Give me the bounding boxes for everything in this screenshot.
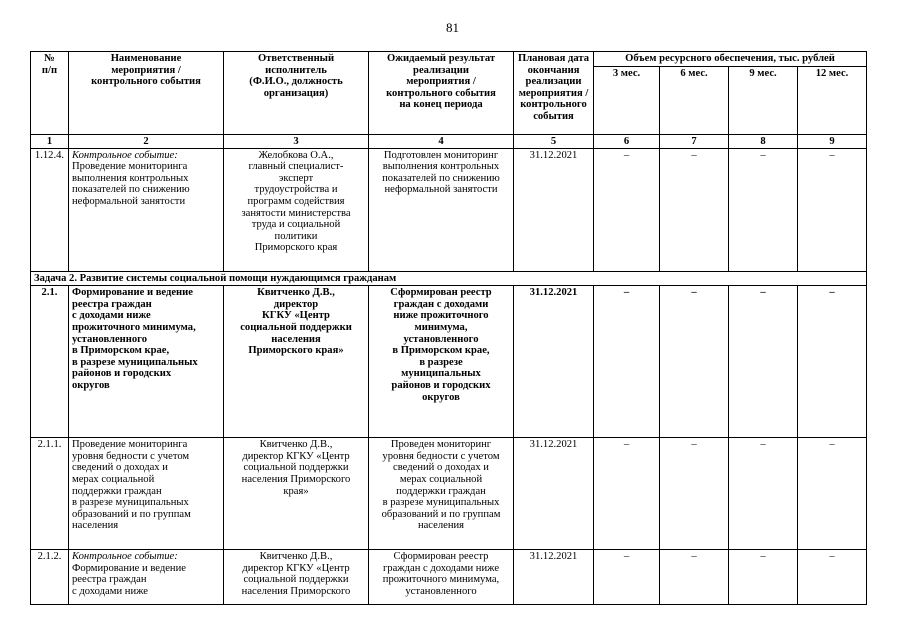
row-expected-result: Сформирован реестр граждан с доходами ниже прожиточного минимума, установленного [369, 550, 514, 605]
row-resource-12m: – [798, 438, 867, 550]
row-resource-12m: – [798, 148, 867, 271]
column-number: 3 [224, 134, 369, 148]
row-resource-3m: – [594, 438, 660, 550]
row-resource-3m: – [594, 286, 660, 438]
header-col-number: № п/п [31, 52, 69, 135]
row-resource-3m: – [594, 550, 660, 605]
header-col-planned-date: Плановая дата окончания реализации мероприятия / контрольного события [514, 52, 594, 135]
header-col-resources: Объем ресурсного обеспечения, тыс. рублей [594, 52, 867, 67]
row-resource-12m: – [798, 550, 867, 605]
table-row [31, 550, 867, 605]
header-col-responsible: Ответственный исполнитель (Ф.И.О., должность организация) [224, 52, 369, 135]
row-resource-9m: – [729, 286, 798, 438]
table-row [31, 286, 867, 438]
header-sub-12m: 12 мес. [798, 66, 867, 134]
column-number: 6 [594, 134, 660, 148]
row-resource-6m: – [660, 550, 729, 605]
table-row [31, 438, 867, 550]
row-resource-9m: – [729, 550, 798, 605]
row-resource-6m: – [660, 438, 729, 550]
column-number: 5 [514, 134, 594, 148]
table-row [31, 148, 867, 271]
header-sub-6m: 6 мес. [660, 66, 729, 134]
row-number: 1.12.4. [31, 148, 69, 271]
row-resource-12m: – [798, 286, 867, 438]
row-resource-6m: – [660, 286, 729, 438]
column-number: 2 [69, 134, 224, 148]
row-responsible: Квитченко Д.В., директор КГКУ «Центр социальной поддержки населения Приморского края» [224, 286, 369, 438]
row-resource-6m: – [660, 148, 729, 271]
row-planned-date: 31.12.2021 [514, 438, 594, 550]
row-resource-9m: – [729, 148, 798, 271]
row-planned-date: 31.12.2021 [514, 148, 594, 271]
row-responsible: Квитченко Д.В., директор КГКУ «Центр социальной поддержки населения Приморского края» [224, 438, 369, 550]
task-row [31, 271, 867, 286]
column-numbers-row [31, 134, 867, 148]
column-number: 7 [660, 134, 729, 148]
row-activity-name: Контрольное событие: Формирование и ведение реестра граждан с доходами ниже [69, 550, 224, 605]
row-responsible: Желобкова О.А., главный специалист- эксперт трудоустройства и программ содействия занятости министерства труда и социальной политики Приморского края [224, 148, 369, 271]
row-expected-result: Проведен мониторинг уровня бедности с учетом сведений о доходах и мерах социальной поддержки граждан в разрезе муниципальных образований и по группам населения [369, 438, 514, 550]
header-col-activity-name: Наименование мероприятия / контрольного события [69, 52, 224, 135]
page-number: 81 [446, 20, 459, 35]
row-responsible: Квитченко Д.В., директор КГКУ «Центр социальной поддержки населения Приморского [224, 550, 369, 605]
table-header-row [31, 52, 867, 67]
column-number: 8 [729, 134, 798, 148]
column-number: 1 [31, 134, 69, 148]
header-sub-3m: 3 мес. [594, 66, 660, 134]
row-expected-result: Сформирован реестр граждан с доходами ниже прожиточного минимума, установленного в Приморском крае, в разрезе муниципальных районов и городских округов [369, 286, 514, 438]
row-planned-date: 31.12.2021 [514, 550, 594, 605]
activity-plan-table [30, 51, 867, 605]
row-activity-name: Формирование и ведение реестра граждан с доходами ниже прожиточного минимума, установленного в Приморском крае, в разрезе муниципальных районов и городских округов [69, 286, 224, 438]
task-title: Задача 2. Развитие системы социальной помощи нуждающимся гражданам [31, 271, 867, 286]
row-number: 2.1. [31, 286, 69, 438]
row-number: 2.1.1. [31, 438, 69, 550]
row-resource-9m: – [729, 438, 798, 550]
column-number: 9 [798, 134, 867, 148]
header-sub-9m: 9 мес. [729, 66, 798, 134]
column-number: 4 [369, 134, 514, 148]
row-number: 2.1.2. [31, 550, 69, 605]
row-activity-name: Контрольное событие: Проведение мониторинга выполнения контрольных показателей по снижению неформальной занятости [69, 148, 224, 271]
row-activity-name: Проведение мониторинга уровня бедности с учетом сведений о доходах и мерах социальной поддержки граждан в разрезе муниципальных образований и по группам населения [69, 438, 224, 550]
row-resource-3m: – [594, 148, 660, 271]
header-col-expected-result: Ожидаемый результат реализации мероприятия / контрольного события на конец периода [369, 52, 514, 135]
row-expected-result: Подготовлен мониторинг выполнения контрольных показателей по снижению неформальной занятости [369, 148, 514, 271]
row-planned-date: 31.12.2021 [514, 286, 594, 438]
